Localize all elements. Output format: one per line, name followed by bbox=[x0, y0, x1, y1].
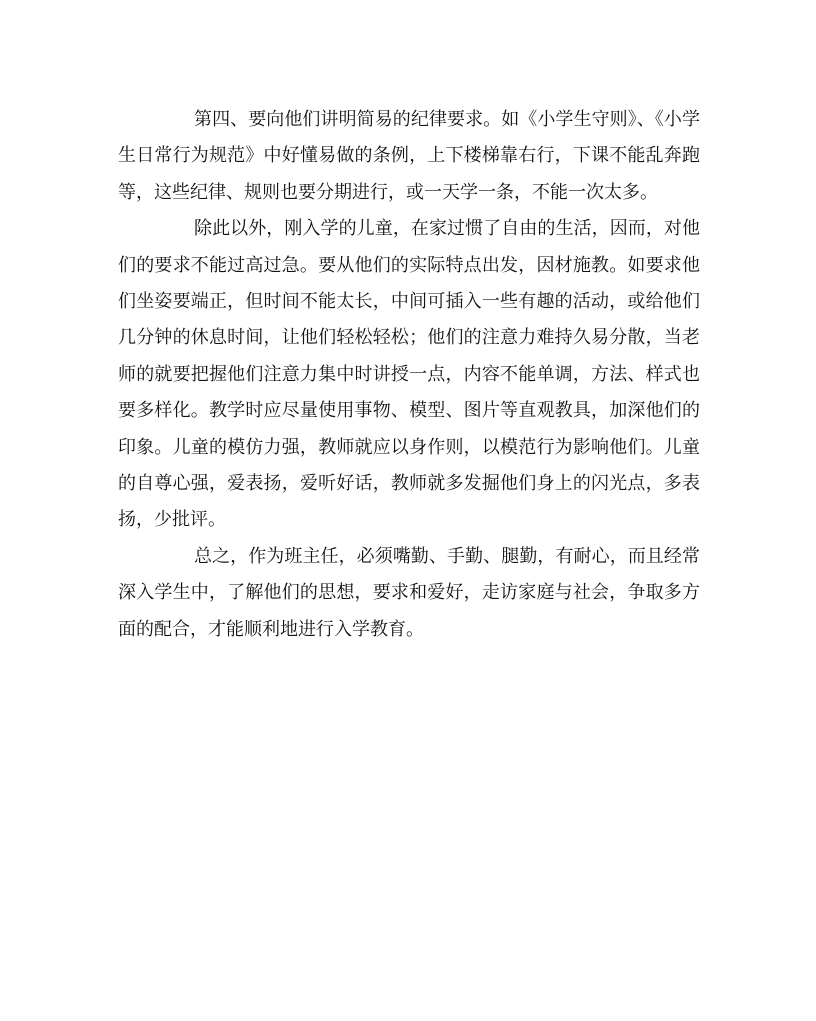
paragraph-teaching-methods: 除此以外，刚入学的儿童，在家过惯了自由的生活，因而，对他们的要求不能过高过急。要从他们的实际特点出发，因材施教。如要求他们坐姿要端正，但时间不能太长，中间可插入一些有趣的活动，或给他们几分钟的休息时间，让他们轻松轻松；他们的注意力难持久易分散，当老师的就要把握他们注意力集中时讲授一点，内容不能单调，方法、样式也要多样化。教学时应尽量使用事物、模型、图片等直观教具，加深他们的印象。儿童的模仿力强，教师就应以身作则，以模范行为影响他们。儿童的自尊心强，爱表扬，爱听好话，教师就多发掘他们身上的闪光点，多表扬，少批评。 bbox=[118, 218, 700, 531]
paragraph-conclusion: 总之，作为班主任，必须嘴勤、手勤、腿勤，有耐心，而且经常深入学生中，了解他们的思想，要求和爱好，走访家庭与社会，争取多方面的配合，才能顺利地进行入学教育。 bbox=[118, 545, 700, 640]
document-body bbox=[118, 102, 700, 648]
paragraph-discipline-requirements: 第四、要向他们讲明简易的纪律要求。如《小学生守则》、《小学生日常行为规范》中好懂易做的条例，上下楼梯靠右行，下课不能乱奔跑等，这些纪律、规则也要分期进行，或一天学一条，不能一次太多。 bbox=[118, 109, 700, 203]
